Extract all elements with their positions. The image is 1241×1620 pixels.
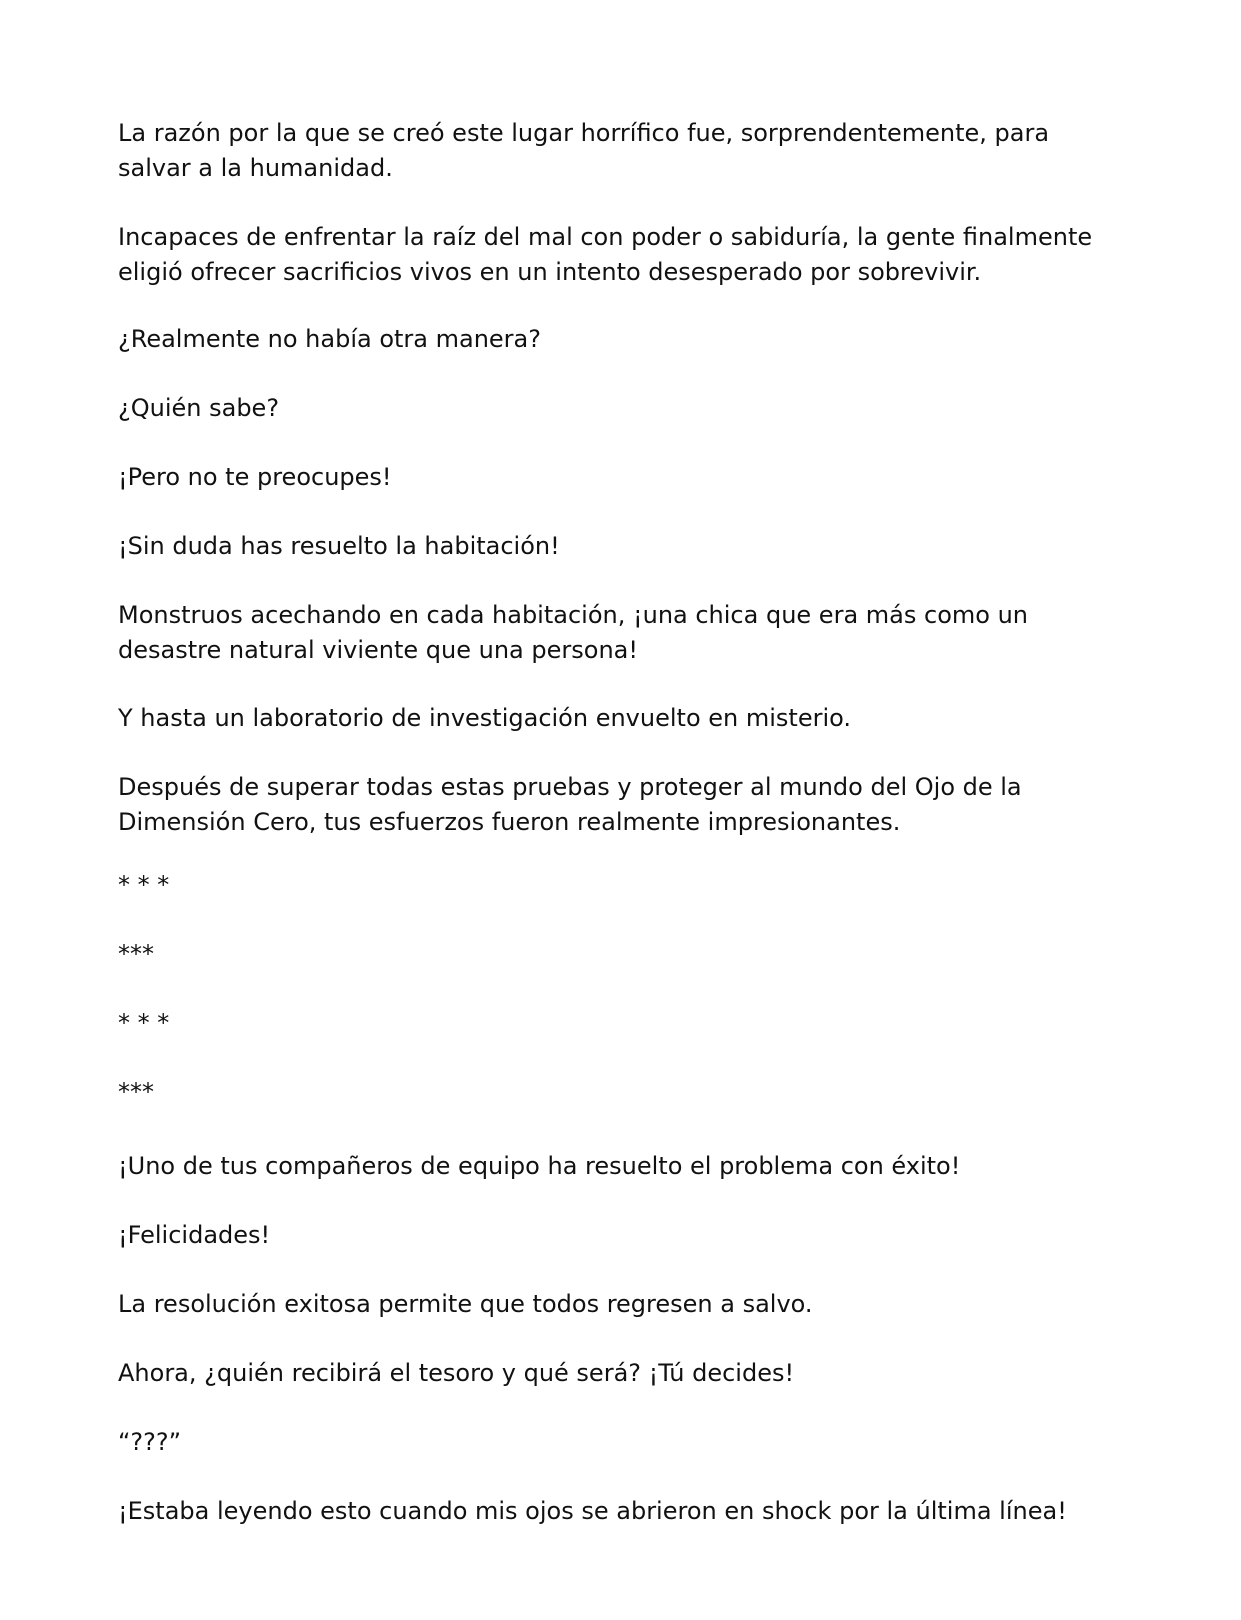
scene-break-1: * * *: [118, 871, 170, 899]
paragraph-2: Incapaces de enfrentar la raíz del mal con poder o sabiduría, la gente finalmente eligió ofrecer sacrificios vivos en un intento desesperado por sobrevivir.: [118, 223, 1093, 286]
paragraph-1: La razón por la que se creó este lugar horrífico fue, sorprendentemente, para salvar a la humanidad.: [118, 119, 1050, 182]
scene-break-2: ***: [118, 940, 154, 968]
paragraph-15: ¡Estaba leyendo esto cuando mis ojos se abrieron en shock por la última línea!: [118, 1497, 1067, 1525]
paragraph-3: ¿Realmente no había otra manera?: [118, 325, 541, 353]
paragraph-6: ¡Sin duda has resuelto la habitación!: [118, 532, 560, 560]
paragraph-9: Después de superar todas estas pruebas y proteger al mundo del Ojo de la Dimensión Cero, tus esfuerzos fueron realmente impresionantes.: [118, 773, 1022, 836]
paragraph-5: ¡Pero no te preocupes!: [118, 463, 392, 491]
paragraph-14: “???”: [118, 1428, 182, 1456]
scene-break-3: * * *: [118, 1009, 170, 1037]
paragraph-4: ¿Quién sabe?: [118, 394, 280, 422]
paragraph-11: ¡Felicidades!: [118, 1221, 271, 1249]
scene-break-4: ***: [118, 1078, 154, 1106]
paragraph-13: Ahora, ¿quién recibirá el tesoro y qué será? ¡Tú decides!: [118, 1359, 795, 1387]
paragraph-10: ¡Uno de tus compañeros de equipo ha resuelto el problema con éxito!: [118, 1152, 961, 1180]
paragraph-8: Y hasta un laboratorio de investigación envuelto en misterio.: [118, 704, 852, 732]
paragraph-7: Monstruos acechando en cada habitación, ¡una chica que era más como un desastre natural viviente que una persona!: [118, 601, 1028, 664]
paragraph-12: La resolución exitosa permite que todos regresen a salvo.: [118, 1290, 813, 1318]
